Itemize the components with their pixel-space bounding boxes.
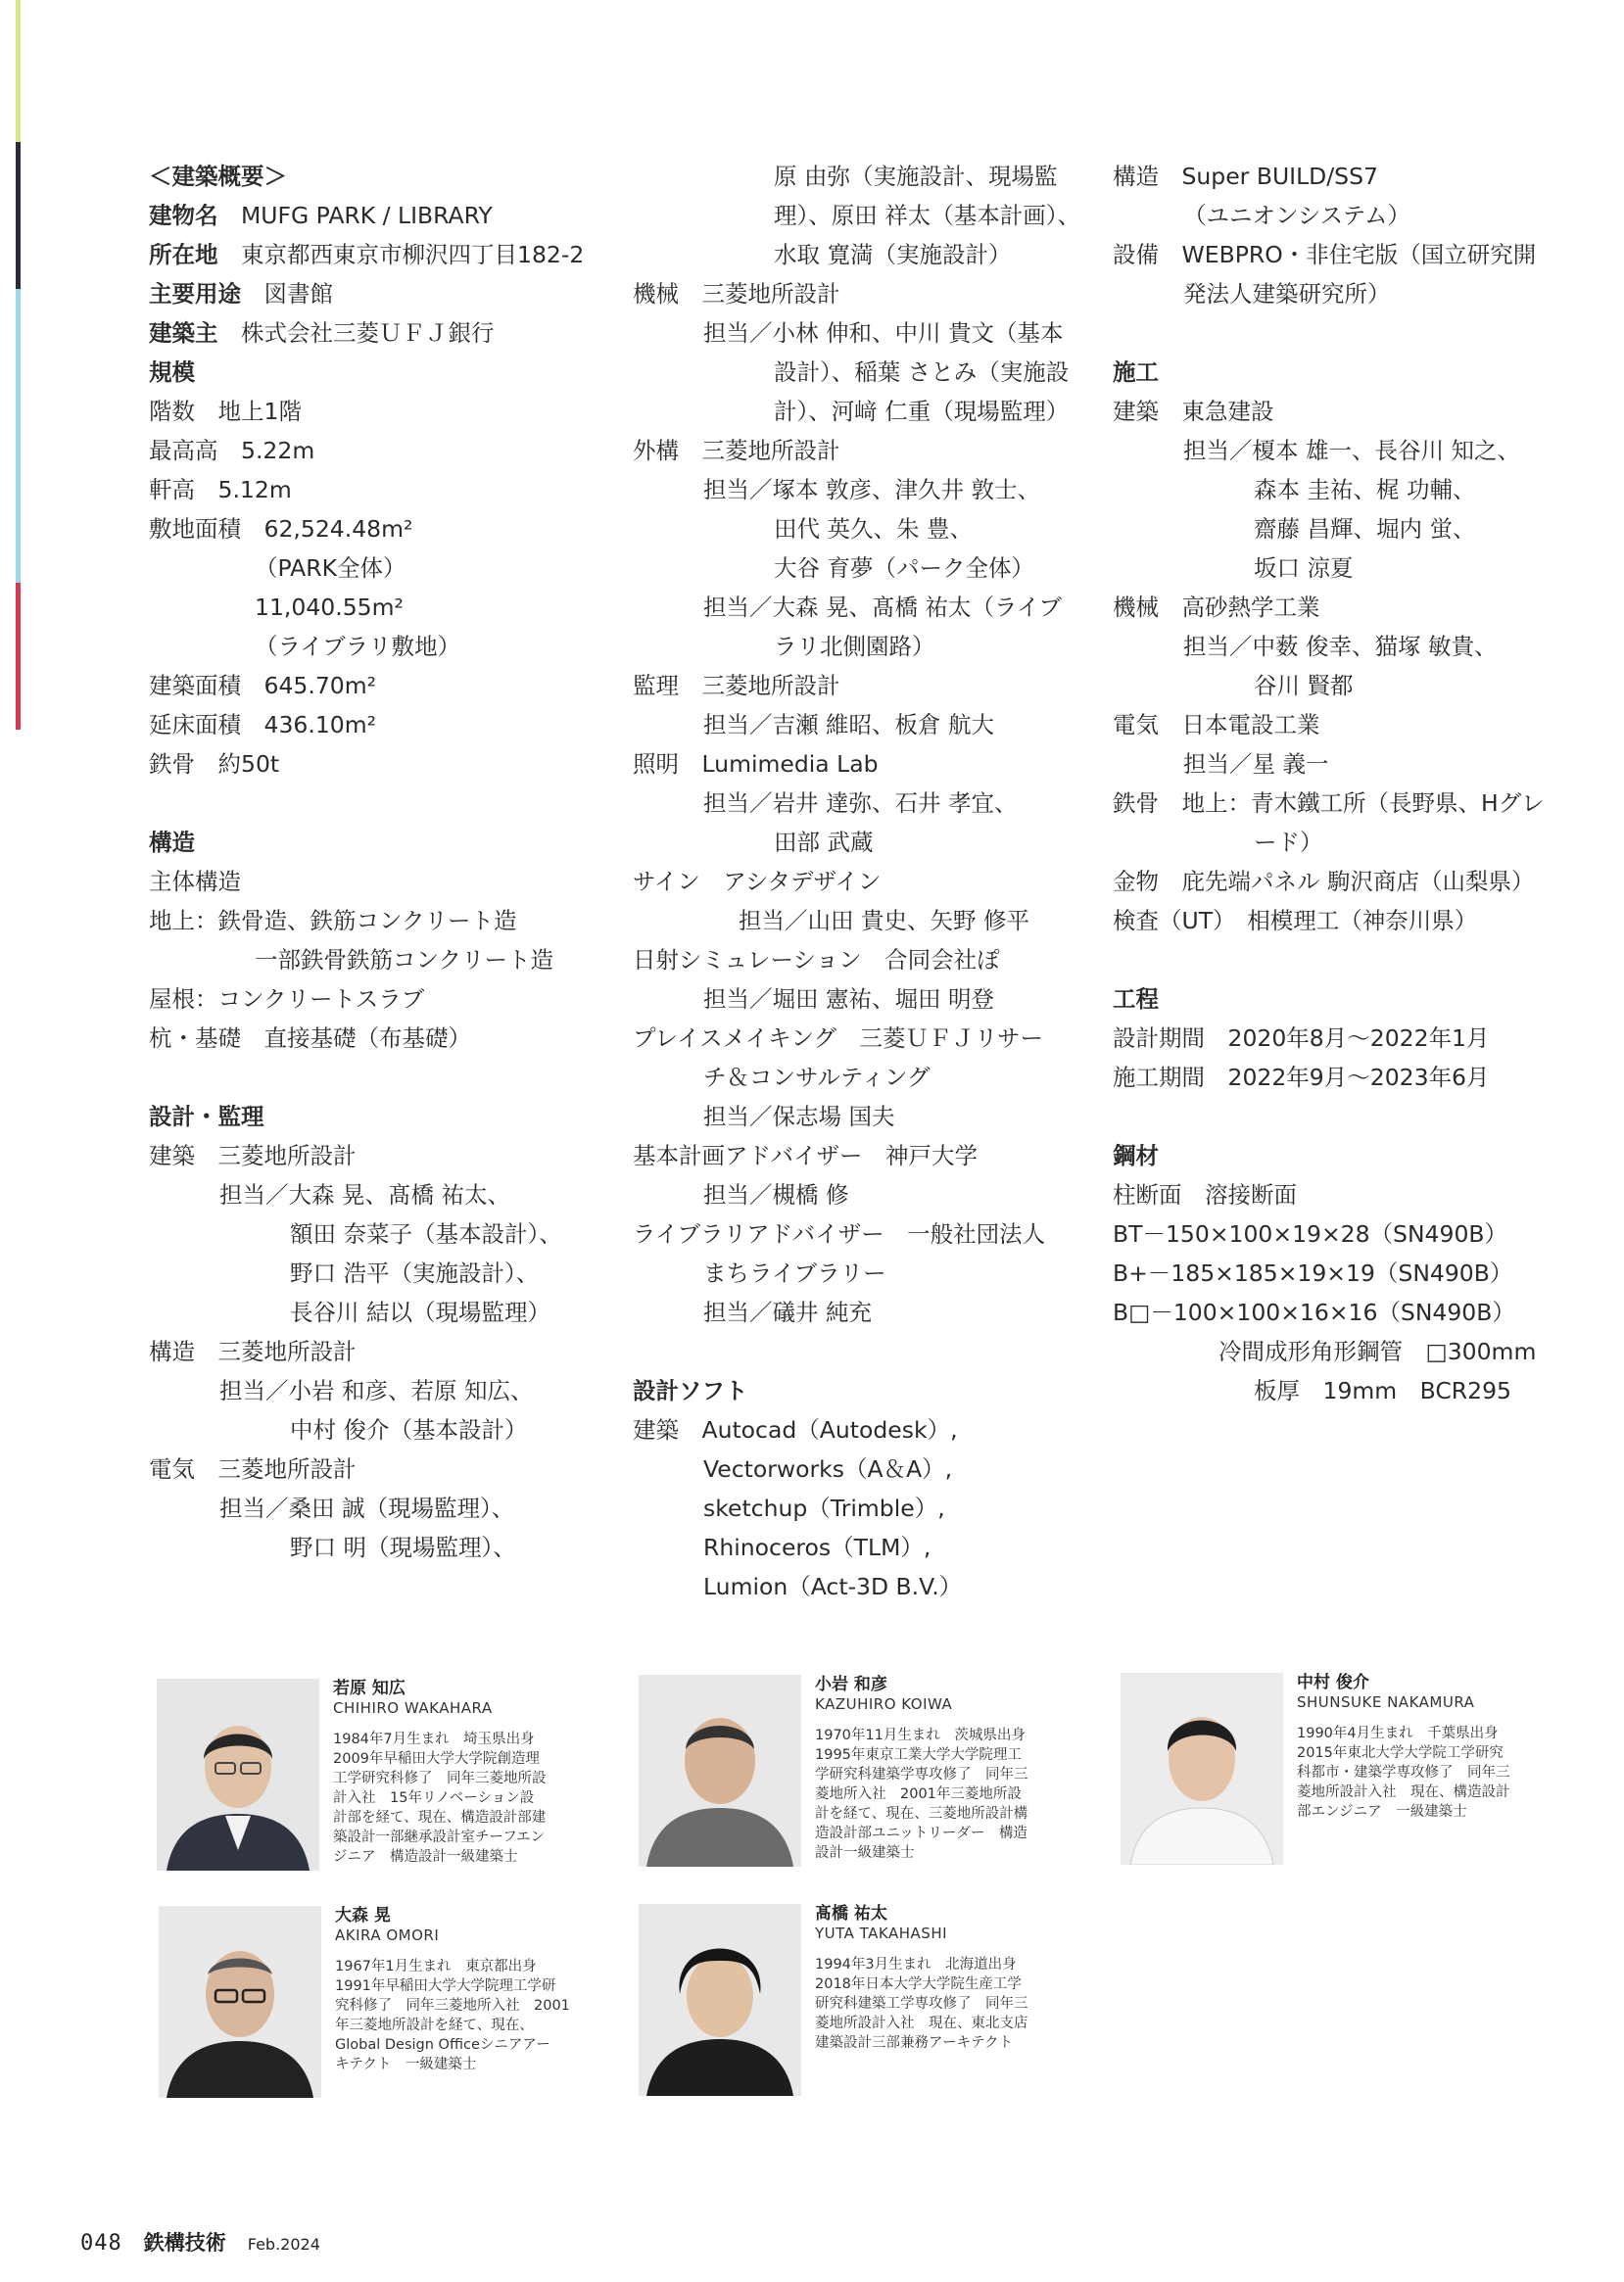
spacer: [633, 1332, 1103, 1371]
spec-line: 主要用途 図書館: [149, 280, 333, 308]
spec-column-1: [149, 157, 609, 1567]
profile-roman-name: SHUNSUKE NAKAMURA: [1297, 1693, 1475, 1711]
spec-line: 鉄骨 地上：青木鐵工所（長野県、Hグレ: [1113, 789, 1545, 817]
spacer: [149, 784, 609, 823]
profile-name: 若原 知広: [333, 1679, 406, 1698]
spec-line: サイン アシタデザイン: [633, 868, 882, 895]
spec-line: 電気 日本電設工業: [1113, 711, 1320, 738]
spacer: [1113, 313, 1544, 353]
spec-line: 担当／山田 貴史、矢野 修平: [739, 907, 1029, 934]
spec-line: 森本 圭祐、梶 功輔、: [1254, 476, 1476, 503]
spec-line: 板厚 19mm BCR295: [1254, 1377, 1511, 1404]
spec-line: 設備 WEBPRO・非住宅版（国立研究開: [1113, 241, 1537, 268]
spec-line: 担当／榎本 雄一、長谷川 知之、: [1183, 437, 1520, 464]
profile-bio: 1970年11月生まれ 茨城県出身 1995年東京工業大学大学院理工 学研究科建築学専攻修了 同年三 菱地所入社 2001年三菱地所設 計を経て、現在、三菱地所設計構 造設計部ユニットリーダー 構造 設計一級建築士: [815, 1728, 1028, 1861]
spec-line: 田部 武蔵: [774, 829, 874, 856]
spec-line: 設計）、稲葉 さとみ（実施設: [774, 358, 1070, 386]
spacer: [1113, 940, 1544, 979]
spec-line: 谷川 賢都: [1254, 672, 1354, 699]
section-heading: 工程: [1113, 985, 1159, 1013]
spec-line: 柱断面 溶接断面: [1113, 1181, 1297, 1209]
spec-line: 軒高 5.12m: [149, 476, 292, 503]
spec-line: 建築 三菱地所設計: [149, 1142, 357, 1169]
spec-line: Rhinoceros（TLM）,: [703, 1534, 931, 1561]
spec-line: 齋藤 昌輝、堀内 蛍、: [1254, 515, 1476, 543]
profile-name: 中村 俊介: [1297, 1673, 1369, 1692]
section-heading: ＜建築概要＞: [149, 163, 287, 190]
profile-text: [815, 1675, 1119, 1863]
spec-line: 発法人建築研究所）: [1183, 280, 1391, 308]
spec-line: 田代 英久、朱 豊、: [774, 515, 973, 543]
profile-name: 小岩 和彦: [815, 1675, 887, 1694]
spec-line: 最高高 5.22m: [149, 437, 315, 464]
spec-line: 担当／星 義一: [1183, 750, 1329, 778]
edge-marker-yellow: [16, 0, 21, 142]
spec-line: 建築 東急建設: [1113, 398, 1274, 425]
spec-line: 機械 高砂熱学工業: [1113, 594, 1320, 621]
spec-line: ライブラリアドバイザー 一般社団法人: [633, 1220, 1046, 1248]
section-heading: 規模: [149, 358, 195, 386]
profile-bio: 1990年4月生まれ 千葉県出身 2015年東北大学大学院工学研究 科都市・建築学専攻修了 同年三 菱地所設計入社 現在、構造設計 部エンジニア 一級建築士: [1297, 1726, 1510, 1820]
spec-line: （ライブラリ敷地）: [255, 633, 461, 660]
section-heading: 設計ソフト: [633, 1377, 748, 1404]
spec-line: 鉄骨 約50t: [149, 750, 280, 778]
spec-line: B+－185×185×19×19（SN490B）: [1113, 1260, 1513, 1287]
spec-line: 計）、河﨑 仁重（現場監理）: [774, 398, 1070, 425]
profile-roman-name: CHIHIRO WAKAHARA: [333, 1699, 493, 1717]
spec-column-2: [633, 157, 1103, 1606]
spec-line: 11,040.55m²: [255, 594, 404, 621]
portrait-photo: [159, 1906, 321, 2098]
magazine-title: 鉄構技術: [143, 2231, 226, 2255]
spec-line: 水取 寛満（実施設計）: [774, 241, 1012, 268]
portrait-photo: [1121, 1673, 1283, 1865]
spec-line: 所在地 東京都西東京市柳沢四丁目182-2: [149, 241, 585, 268]
spec-line: チ＆コンサルティング: [703, 1064, 931, 1091]
profile-text: [815, 1904, 1119, 2053]
spec-line: 担当／桑田 誠（現場監理）、: [219, 1495, 515, 1522]
spec-line: 野口 明（現場監理）、: [290, 1534, 516, 1561]
spec-line: 監理 三菱地所設計: [633, 672, 840, 699]
spec-line: 野口 浩平（実施設計）、: [290, 1260, 540, 1287]
profile-bio: 1984年7月生まれ 埼玉県出身 2009年早稲田大学大学院創造理 工学研究科修了 同年三菱地所設 計入社 15年リノベーション設 計部を経て、現在、構造設計部建 築設計一部継承設計室チーフエン ジニア 構造設計一級建築士: [333, 1732, 547, 1865]
spec-line: 建築 Autocad（Autodesk）,: [633, 1416, 958, 1444]
spec-line: 屋根：コンクリートスラブ: [149, 985, 425, 1013]
spec-line: 担当／槻橋 修: [703, 1181, 849, 1209]
spec-line: 担当／大森 晃、髙橋 祐太（ライブ: [703, 594, 1063, 621]
spec-line: 冷間成形角形鋼管 □300mm: [1218, 1338, 1537, 1365]
edge-marker-dark: [16, 142, 21, 289]
spec-line: 敷地面積 62,524.48m²: [149, 515, 413, 543]
spec-line: 担当／礒井 純充: [703, 1299, 872, 1326]
spec-line: 大谷 育夢（パーク全体）: [774, 554, 1034, 582]
section-heading: 構造: [149, 829, 195, 856]
profile-text: [333, 1679, 637, 1867]
spec-line: 日射シミュレーション 合同会社ぽ: [633, 946, 1000, 974]
profile-bio: 1967年1月生まれ 東京都出身 1991年早稲田大学大学院理工学研 究科修了 同年三菱地所入社 2001 年三菱地所設計を経て、現在、 Global Design Officeシニアアー キテクト 一級建築士: [335, 1959, 570, 2072]
spec-line: 担当／吉瀬 維昭、板倉 航大: [703, 711, 994, 738]
spec-line: 長谷川 結以（現場監理）: [290, 1299, 550, 1326]
spec-column-3: [1113, 157, 1544, 1410]
profile-name: 髙橋 祐太: [815, 1904, 887, 1924]
spec-line: 機械 三菱地所設計: [633, 280, 840, 308]
profile-text: [335, 1906, 639, 2074]
spec-line: （ユニオンシステム）: [1183, 202, 1411, 229]
spec-line: 主体構造: [149, 868, 241, 895]
portrait-photo: [157, 1679, 319, 1871]
spec-line: 施工期間 2022年9月～2023年6月: [1113, 1064, 1490, 1091]
profile-roman-name: KAZUHIRO KOIWA: [815, 1695, 953, 1713]
spec-line: 担当／岩井 達弥、石井 孝宜、: [703, 789, 1018, 817]
profile-roman-name: YUTA TAKAHASHI: [815, 1925, 948, 1942]
profile-roman-name: AKIRA OMORI: [335, 1926, 440, 1944]
profile-card: [639, 1675, 1099, 1871]
profile-card: [639, 1904, 1099, 2100]
spec-line: 建築面積 645.70m²: [149, 672, 377, 699]
spec-line: 担当／小林 伸和、中川 貴文（基本: [703, 319, 1064, 347]
spec-line: 検査（UT） 相模理工（神奈川県）: [1113, 907, 1478, 934]
spec-line: 理）、原田 祥太（基本計画）、: [774, 202, 1080, 229]
spec-line: B□－100×100×16×16（SN490B）: [1113, 1299, 1515, 1326]
spec-line: 額田 奈菜子（基本設計）、: [290, 1220, 562, 1248]
profile-card: [159, 1906, 619, 2102]
spec-line: 階数 地上1階: [149, 398, 302, 425]
edge-marker-red: [16, 583, 21, 730]
spec-line: 原 由弥（実施設計、現場監: [774, 163, 1058, 190]
spec-line: 照明 Lumimedia Lab: [633, 750, 879, 778]
section-heading: 鋼材: [1113, 1142, 1159, 1169]
spec-line: プレイスメイキング 三菱ＵＦＪリサー: [633, 1024, 1044, 1052]
spec-line: 担当／保志場 国夫: [703, 1103, 895, 1130]
profile-card: [157, 1679, 617, 1875]
spec-line: 電気 三菱地所設計: [149, 1455, 357, 1483]
profile-card: [1121, 1673, 1581, 1869]
spec-line: 一部鉄骨鉄筋コンクリート造: [255, 946, 554, 974]
spec-line: BT－150×100×19×28（SN490B）: [1113, 1220, 1508, 1248]
spec-line: 担当／大森 晃、髙橋 祐太、: [219, 1181, 510, 1209]
spec-line: 中村 俊介（基本設計）: [290, 1416, 528, 1444]
spec-line: 杭・基礎 直接基礎（布基礎）: [149, 1024, 471, 1052]
spec-line: 担当／小岩 和彦、若原 知広、: [219, 1377, 534, 1404]
spec-line: 担当／塚本 敦彦、津久井 敦士、: [703, 476, 1040, 503]
portrait-photo: [639, 1675, 801, 1867]
page-number: 048: [80, 2231, 122, 2256]
spec-line: Lumion（Act-3D B.V.）: [703, 1573, 963, 1600]
section-heading: 設計・監理: [149, 1103, 264, 1130]
spec-line: 坂口 涼夏: [1254, 554, 1354, 582]
spec-line: ラリ北側園路）: [774, 633, 935, 660]
spec-line: ード）: [1254, 829, 1323, 856]
edge-marker-cyan: [16, 289, 21, 583]
spec-line: 建物名 MUFG PARK / LIBRARY: [149, 202, 493, 229]
spec-line: 担当／堀田 憲祐、堀田 明登: [703, 985, 994, 1013]
spec-line: 金物 庇先端パネル 駒沢商店（山梨県）: [1113, 868, 1535, 895]
spec-line: まちライブラリー: [703, 1260, 886, 1287]
spec-line: 構造 Super BUILD/SS7: [1113, 163, 1378, 190]
spec-line: 設計期間 2020年8月～2022年1月: [1113, 1024, 1490, 1052]
magazine-issue: Feb.2024: [247, 2235, 320, 2254]
spec-line: 外構 三菱地所設計: [633, 437, 840, 464]
profile-name: 大森 晃: [335, 1906, 391, 1925]
spec-line: 延床面積 436.10m²: [149, 711, 377, 738]
section-heading: 施工: [1113, 358, 1159, 386]
spec-line: （PARK全体）: [255, 554, 406, 582]
page-footer: [80, 2227, 320, 2257]
spec-line: 基本計画アドバイザー 神戸大学: [633, 1142, 979, 1169]
spec-line: Vectorworks（A＆A）,: [703, 1455, 953, 1483]
spec-line: 建築主 株式会社三菱ＵＦＪ銀行: [149, 319, 495, 347]
spacer: [1113, 1097, 1544, 1136]
portrait-photo: [639, 1904, 801, 2096]
spec-line: 地上：鉄骨造、鉄筋コンクリート造: [149, 907, 517, 934]
spacer: [149, 1058, 609, 1097]
profile-text: [1297, 1673, 1600, 1822]
profile-bio: 1994年3月生まれ 北海道出身 2018年日本大学大学院生産工学 研究科建築工学専攻修了 同年三 菱地所設計入社 現在、東北支店 建築設計三部兼務アーキテクト: [815, 1957, 1028, 2051]
spec-line: 構造 三菱地所設計: [149, 1338, 357, 1365]
spec-line: 担当／中薮 俊幸、猫塚 敏貴、: [1183, 633, 1498, 660]
spec-line: sketchup（Trimble）,: [703, 1495, 945, 1522]
